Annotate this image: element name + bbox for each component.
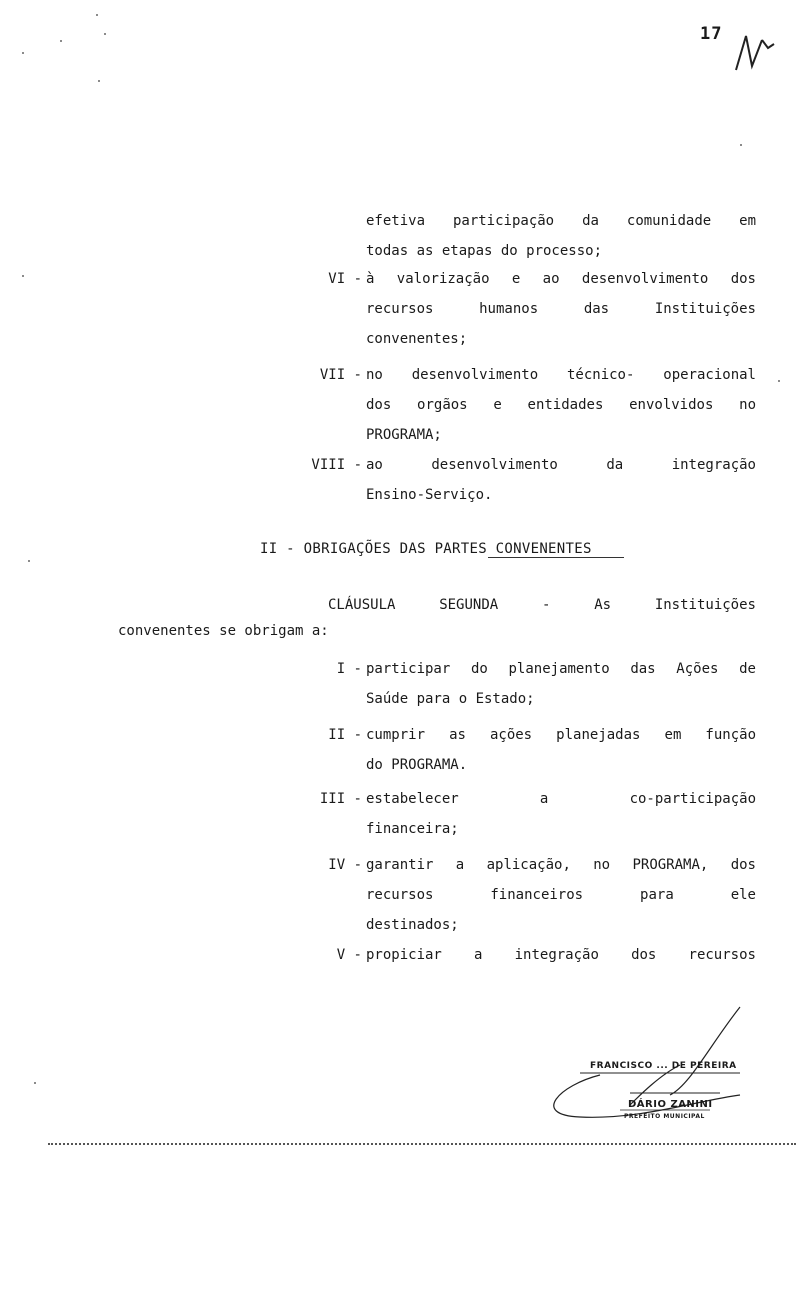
clause-line-2: convenentes se obrigam a: (118, 623, 329, 639)
item-line: garantir a aplicação, no PROGRAMA, dos (366, 857, 756, 873)
item-line: efetiva participação da comunidade em (366, 213, 756, 229)
item-number: V - (336, 947, 362, 963)
item-line: todas as etapas do processo; (366, 243, 603, 259)
item-line: estabelecer a co-participação (366, 791, 756, 807)
signatory-role: PREFEITO MUNICIPAL (624, 1113, 705, 1120)
page-number: 17 (700, 24, 723, 44)
section-heading: II - OBRIGAÇÕES DAS PARTES CONVENENTES (260, 541, 592, 557)
initials-mark (728, 26, 778, 76)
item-number: III - (319, 791, 362, 807)
signatory-name: DÁRIO ZANINI (628, 1099, 713, 1110)
item-line: recursos financeiros para ele (366, 887, 756, 903)
item-line: dos orgãos e entidades envolvidos no (366, 397, 756, 413)
item-line: à valorização e ao desenvolvimento dos (366, 271, 756, 287)
item-number: IV - (328, 857, 362, 873)
page-divider (48, 1143, 796, 1145)
item-line: recursos humanos das Instituições (366, 301, 756, 317)
item-line: propiciar a integração dos recursos (366, 947, 756, 963)
item-line: PROGRAMA; (366, 427, 442, 443)
item-line: no desenvolvimento técnico- operacional (366, 367, 756, 383)
item-line: financeira; (366, 821, 459, 837)
signature-line: FRANCISCO ... DE PEREIRA (590, 1061, 737, 1071)
item-number: VI - (328, 271, 362, 287)
signature-stamp (540, 1005, 770, 1135)
item-line: convenentes; (366, 331, 468, 347)
item-number: II - (328, 727, 362, 743)
item-number: VIII - (311, 457, 362, 473)
item-line: destinados; (366, 917, 459, 933)
item-line: participar do planejamento das Ações de (366, 661, 756, 677)
item-line: cumprir as ações planejadas em função (366, 727, 756, 743)
clause-line-1: CLÁUSULA SEGUNDA - As Instituições (328, 597, 756, 613)
item-number: I - (336, 661, 362, 677)
item-line: do PROGRAMA. (366, 757, 468, 773)
item-line: Ensino-Serviço. (366, 487, 493, 503)
item-line: ao desenvolvimento da integração (366, 457, 756, 473)
heading-underline (488, 557, 624, 558)
item-line: Saúde para o Estado; (366, 691, 535, 707)
item-number: VII - (319, 367, 362, 383)
